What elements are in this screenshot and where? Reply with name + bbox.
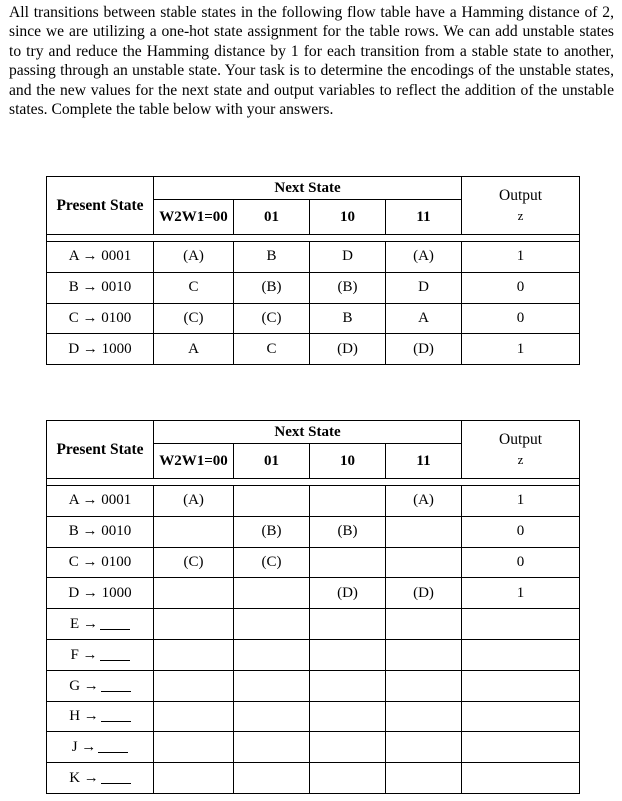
flow-table-to-complete [46,420,580,794]
table-cell[interactable]: (A) [386,486,462,517]
output-cell: 1 [462,242,580,273]
output-cell[interactable] [462,609,580,640]
output-cell[interactable]: 1 [462,486,580,517]
table-row [47,303,580,334]
table-cell[interactable]: (C) [234,547,310,578]
output-cell[interactable]: 1 [462,578,580,609]
table-cell[interactable] [154,639,234,670]
output-cell: 0 [462,272,580,303]
column-header: 11 [386,200,462,235]
flow-table-original [46,176,580,365]
output-cell[interactable] [462,639,580,670]
state-cell: G → [47,670,154,701]
state-cell: C → 0100 [47,303,154,334]
table-cell[interactable] [386,547,462,578]
state-cell: D → 1000 [47,578,154,609]
table-cell[interactable] [386,516,462,547]
state-cell: K → [47,763,154,794]
table-cell[interactable] [154,609,234,640]
table-cell[interactable] [310,609,386,640]
table-row [47,547,580,578]
table-cell[interactable] [234,578,310,609]
table-cell: (A) [154,242,234,273]
state-cell: H → [47,701,154,732]
table-cell[interactable] [310,732,386,763]
table-cell[interactable]: (A) [154,486,234,517]
state-cell: B → 0010 [47,272,154,303]
present-state-header: Present State [47,421,154,479]
table-cell[interactable] [310,547,386,578]
encoding-blank[interactable] [101,769,131,784]
table-row [47,578,580,609]
table-cell[interactable] [154,578,234,609]
table-cell[interactable] [234,486,310,517]
table-cell: (D) [310,334,386,365]
table-cell[interactable] [234,701,310,732]
state-cell: A → 0001 [47,242,154,273]
state-cell: J → [47,732,154,763]
table-cell: (D) [386,334,462,365]
state-cell: B → 0010 [47,516,154,547]
state-cell: F → [47,639,154,670]
table-cell[interactable] [386,639,462,670]
table-cell[interactable] [234,670,310,701]
table-cell[interactable] [386,701,462,732]
table-cell[interactable] [310,486,386,517]
state-cell: C → 0100 [47,547,154,578]
column-header: 01 [234,444,310,479]
table-row [47,701,580,732]
table-row [47,670,580,701]
next-state-header: Next State [154,177,462,200]
column-header: W2W1=00 [154,200,234,235]
table-cell: D [386,272,462,303]
state-cell: E → [47,609,154,640]
table-cell[interactable] [386,732,462,763]
table-cell[interactable] [234,732,310,763]
table-cell: (A) [386,242,462,273]
table-cell[interactable]: (D) [386,578,462,609]
table-cell: (C) [154,303,234,334]
table-cell: C [154,272,234,303]
output-cell[interactable] [462,701,580,732]
column-header: 10 [310,200,386,235]
output-header: Output z [462,421,580,479]
table-cell[interactable] [386,670,462,701]
table-cell[interactable]: (B) [310,516,386,547]
output-cell: 0 [462,303,580,334]
table-row [47,272,580,303]
table-cell[interactable] [154,732,234,763]
table-row [47,242,580,273]
table-cell[interactable] [234,763,310,794]
table-row [47,486,580,517]
table-cell[interactable] [310,670,386,701]
table-cell[interactable] [310,639,386,670]
column-header: 10 [310,444,386,479]
table-cell[interactable]: (D) [310,578,386,609]
table-cell: B [234,242,310,273]
state-cell: D → 1000 [47,334,154,365]
table-cell: B [310,303,386,334]
output-cell[interactable] [462,670,580,701]
table-cell[interactable] [234,609,310,640]
table-cell: D [310,242,386,273]
output-cell[interactable]: 0 [462,547,580,578]
output-cell[interactable] [462,763,580,794]
table-cell[interactable] [154,516,234,547]
column-header: 01 [234,200,310,235]
column-header: W2W1=00 [154,444,234,479]
present-state-header: Present State [47,177,154,235]
column-header: 11 [386,444,462,479]
table-cell[interactable] [154,701,234,732]
table-row [47,639,580,670]
table-row [47,334,580,365]
table-row [47,763,580,794]
table-cell[interactable] [310,701,386,732]
table-row [47,516,580,547]
encoding-blank[interactable] [100,646,130,661]
state-cell: A → 0001 [47,486,154,517]
next-state-header: Next State [154,421,462,444]
table-cell[interactable] [386,609,462,640]
table-cell[interactable] [154,670,234,701]
output-cell[interactable]: 0 [462,516,580,547]
table-cell: A [154,334,234,365]
encoding-blank[interactable] [100,615,130,630]
table-cell: C [234,334,310,365]
table-cell: A [386,303,462,334]
table-cell[interactable] [234,639,310,670]
encoding-blank[interactable] [101,707,131,722]
table-cell: (C) [234,303,310,334]
encoding-blank[interactable] [98,738,128,753]
table-cell[interactable] [154,763,234,794]
table-row [47,609,580,640]
table-cell[interactable]: (B) [234,516,310,547]
table-row [47,732,580,763]
table-cell: (B) [310,272,386,303]
output-cell[interactable] [462,732,580,763]
table-cell: (B) [234,272,310,303]
output-header: Output z [462,177,580,235]
encoding-blank[interactable] [101,677,131,692]
table-cell[interactable]: (C) [154,547,234,578]
output-cell: 1 [462,334,580,365]
table-cell[interactable] [310,763,386,794]
problem-statement: All transitions between stable states in the following flow table have a Hamming distance of 2, since we are utilizing a one-hot state assignment for the table rows. We can add unstable states to try and reduce the Hamming distance by 1 for each transition from a stable state to another, passing through an unstable state. Your task is to determine the encodings of the unstable states, and the new values for the next state and output variables to reflect the addition of the unstable states. Complete the table below with your answers. [9,4,614,119]
table-cell[interactable] [386,763,462,794]
